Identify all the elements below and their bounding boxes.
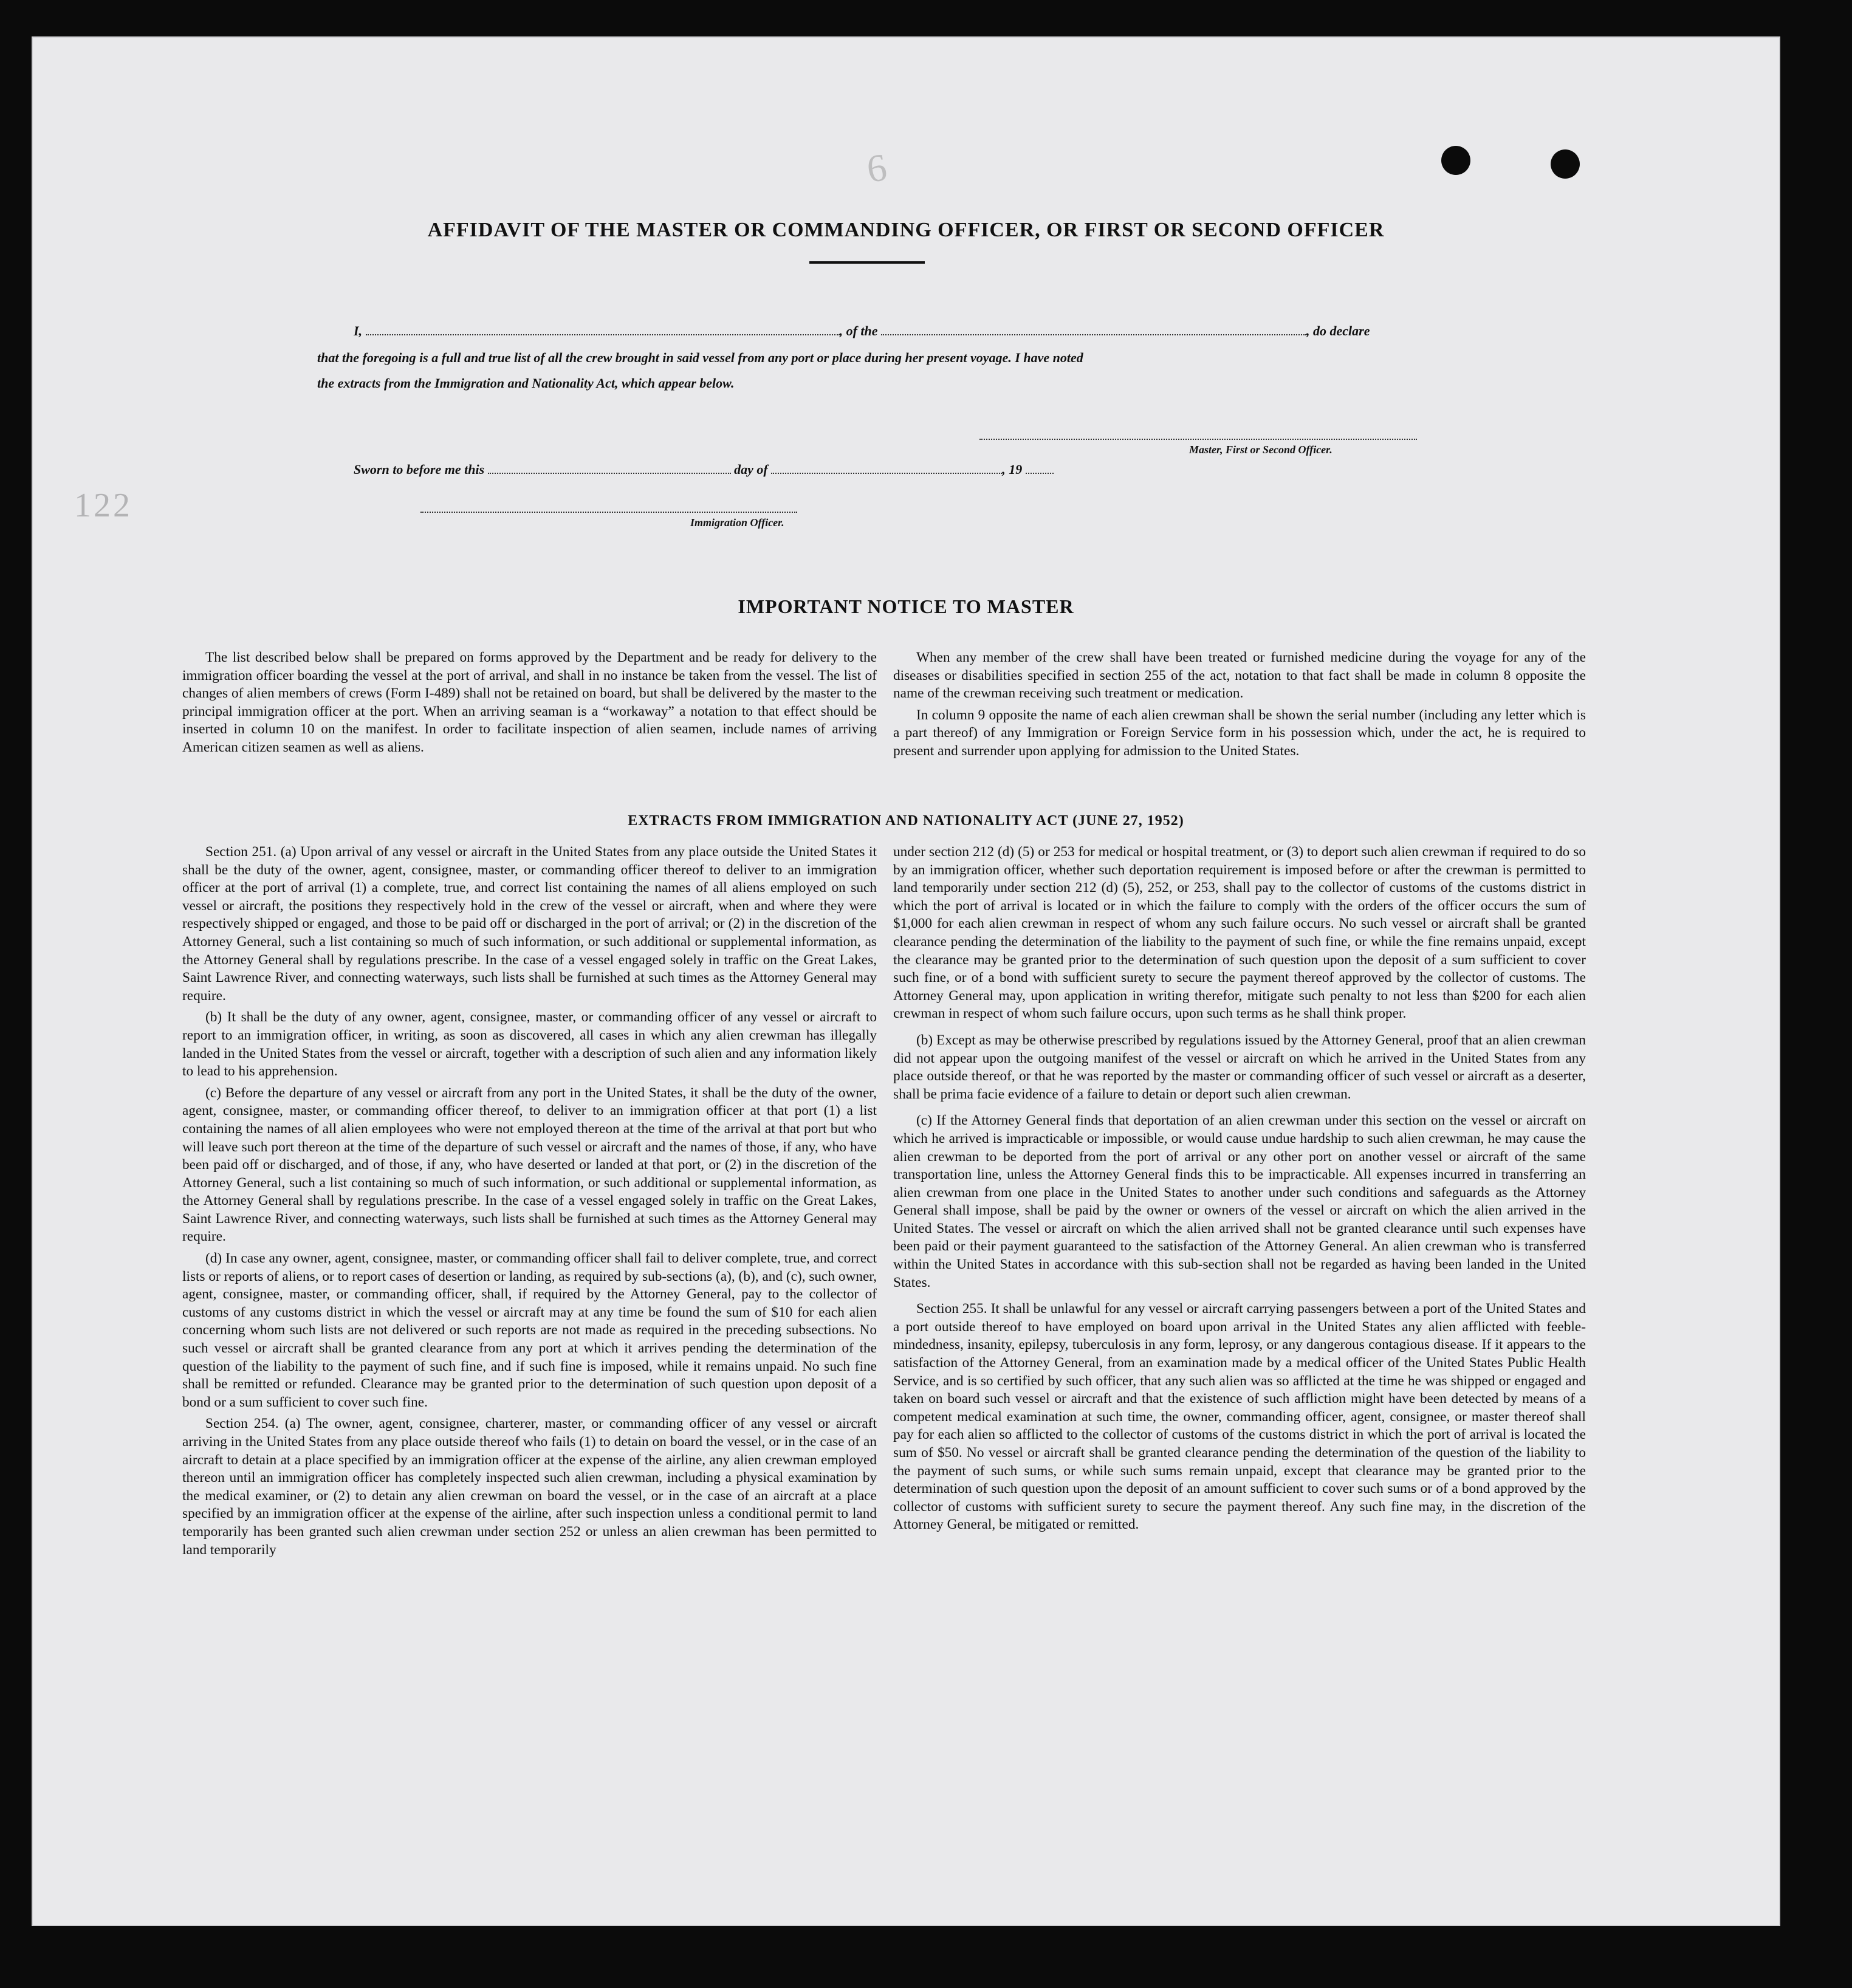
sworn-line <box>354 462 1054 478</box>
section-251-b: (b) It shall be the duty of any owner, agent, consignee, master, or commanding officer of any vessel or aircraft to report to an immigration officer, in writing, as soon as discovered, all cases in which any alien crewman has illegally landed in the United States from the vessel or aircraft, together with a description of such alien and any information likely to lead to his apprehension. <box>182 1009 877 1080</box>
section-254-b: (b) Except as may be otherwise prescribed by regulations issued by the Attorney General, proof that an alien crewman did not appear upon the outgoing manifest of the vessel or aircraft on which he arrived in the United States from any place outside thereof, or that he was reported by the master or commanding officer of such vessel or aircraft as a deserter, shall be prima facie evidence of a failure to detain or deport such alien crewman. <box>893 1032 1586 1102</box>
affidavit-do-declare: , do declare <box>1306 323 1370 338</box>
sworn-year-blank <box>1026 462 1054 474</box>
notice-left-paragraph: The list described below shall be prepared on forms approved by the Department and be ready for delivery to the immigration officer boarding the vessel at the port of arrival, and shall in no instance be taken from the vessel. The list of changes of alien members of crews (Form I-489) shall not be retained on board, but shall be delivered by the master to the principal immigration officer at the port. When an arriving seaman is a “workaway” a notation to that effect should be inserted in column 10 on the manifest. In order to facilitate inspection of alien seamen, include names of arriving American citizen seamen as well as aliens. <box>182 650 877 755</box>
sworn-day-of: day of <box>734 462 768 477</box>
notice-right-paragraph-2: In column 9 opposite the name of each alien crewman shall be shown the serial number (including any letter which is a part thereof) of any Immigration or Foreign Service form in his possession which, under the act, he is required to present and surrender upon applying for admission to the United States. <box>893 707 1586 759</box>
section-251-a: Section 251. (a) Upon arrival of any vessel or aircraft in the United States from any place outside the United States it shall be the duty of the owner, agent, consignee, master, or commanding officer thereof to deliver to an immigration officer at the port of arrival (1) a complete, true, and correct list containing the names of all aliens employed on such vessel or aircraft, the positions they respectively hold in the crew of the vessel or aircraft, when and where they were respectively shipped or engaged, and those to be paid off or discharged in the port of arrival; or (2) in the discretion of the Attorney General, such a list containing so much of such information, or such additional or supplemental information, as the Attorney General shall by regulations prescribe. In the case of a vessel engaged solely in traffic on the Great Lakes, Saint Lawrence River, and connecting waterways, such lists shall be furnished at such times as the Attorney General may require. <box>182 844 877 1004</box>
extracts-left-column <box>182 843 877 1563</box>
sworn-prefix: Sworn to before me this <box>354 462 485 477</box>
master-caption: Master, First or Second Officer. <box>1189 444 1332 456</box>
title-rule <box>809 261 925 264</box>
affidavit-line-1 <box>354 323 1370 339</box>
punch-hole <box>1551 149 1580 179</box>
sworn-year: , 19 <box>1002 462 1023 477</box>
affidavit-line-3: the extracts from the Immigration and Nationality Act, which appear below. <box>317 375 735 391</box>
affidavit-title: AFFIDAVIT OF THE MASTER OR COMMANDING OFFICER, OR FIRST OR SECOND OFFICER <box>427 219 1385 241</box>
extracts-right-column <box>893 843 1586 1538</box>
section-251-d: (d) In case any owner, agent, consignee, master, or commanding officer shall fail to deliver complete, true, and correct lists or reports of aliens, or to report cases of desertion or landing, as required by sub-sections (a), (b), and (c), such owner, agent, consignee, master, or commanding officer, shall, if required by the Attorney General, pay to the collector of customs of any customs district in which the vessel or aircraft may at any time be found the sum of $10 for each alien concerning whom such lists are not delivered or such reports are not made as required in the preceding subsections. No such vessel or aircraft shall be granted clearance from any port at which it arrives pending the determination of the question of the liability to the payment of such fine, and if such fine is imposed, while it remains unpaid. No such fine shall be remitted or refunded. Clearance may be granted prior to the determination of such question upon deposit of a bond or a sum sufficient to cover such fine. <box>182 1250 877 1410</box>
affidavit-of-the: , of the <box>839 323 878 338</box>
side-number-mark: 122 <box>74 487 132 524</box>
punch-hole <box>1441 146 1470 175</box>
notice-right-column <box>893 649 1586 764</box>
master-signature-line <box>979 437 1417 440</box>
name-blank <box>366 323 840 335</box>
sworn-month-blank <box>771 462 1002 474</box>
affidavit-i: I, <box>354 323 363 338</box>
notice-title: IMPORTANT NOTICE TO MASTER <box>738 595 1074 617</box>
affidavit-line-2: that the foregoing is a full and true list of all the crew brought in said vessel from any port or place during her present voyage. I have noted <box>317 350 1083 365</box>
officer-signature-line <box>420 510 797 513</box>
section-254-a: Section 254. (a) The owner, agent, consignee, charterer, master, or commanding officer of any vessel or aircraft arriving in the United States from any place outside thereof who fails (1) to detain on board the vessel, or in the case of an aircraft to detain at a place specified by an immigration officer at the expense of the airline, any alien crewman employed thereon until an immigration officer has completely inspected such alien crewman, including a physical examination by the medical examiner, or (2) to detain any alien crewman on board the vessel, or in the case of an aircraft at a place specified by an immigration officer at the expense of the airline, after such inspection unless a conditional permit to land temporarily has been granted such alien crewman under section 252 or unless an alien crewman has been permitted to land temporarily <box>182 1416 877 1558</box>
officer-caption: Immigration Officer. <box>690 516 784 529</box>
section-251-c: (c) Before the departure of any vessel or aircraft from any port in the United States, it shall be the duty of the owner, agent, consignee, master, or commanding officer thereof, to deliver to an immigration officer at that port (1) a list containing the names of all alien employees who were not employed thereon at the time of the arrival at that port but who will leave such port thereon at the time of the departure of such vessel or aircraft and the names of those, if any, who have been paid off or discharged, and of those, if any, who have deserted or landed at that port, or (2) in the discretion of the Attorney General, such a list containing so much of such information, or such additional or supplemental information, as the Attorney General shall by regulations prescribe. In the case of a vessel engaged solely in traffic on the Great Lakes, Saint Lawrence River, and connecting waterways, such lists shall be furnished at such times as the Attorney General may require. <box>182 1085 877 1245</box>
vessel-blank <box>881 323 1306 335</box>
notice-left-column <box>182 649 877 761</box>
section-254-a-continued: under section 212 (d) (5) or 253 for medical or hospital treatment, or (3) to deport such alien crewman if required to do so by an immigration officer, whether such deportation requirement is imposed before or after the crewman is permitted to land temporarily under section 212 (d) (5), 252, or 253, shall pay to the collector of customs of the customs district in which the port of arrival is located or in which the failure to comply with the orders of the officer occurs the sum of $1,000 for each alien crewman in respect of whom any such failure occurs. No such vessel or aircraft shall be granted clearance pending the determination of the liability to the payment of such fine, or while the fine remains unpaid, except the clearance may be granted prior to the determination of such question upon the deposit of a sum sufficient to cover such fine, or of a bond with sufficient surety to secure the payment thereof approved by the collector of customs. The Attorney General may, upon application in writing therefor, mitigate such penalty to not less than $200 for each alien crewman in respect of whom such failure occurs, upon such terms as he shall think proper. <box>893 844 1586 1022</box>
section-254-c: (c) If the Attorney General finds that deportation of an alien crewman under this section on the vessel or aircraft on which he arrived is impracticable or impossible, or would cause undue hardship to such alien crewman, he may cause the alien crewman to be deported from the port of arrival or any other port on another vessel or aircraft of the same transportation line, unless the Attorney General finds this to be impracticable. All expenses incurred in transferring an alien crewman from one place in the United States to another under such conditions and safeguards as the Attorney General shall impose, shall be paid by the owner or owners of the vessel or aircraft on which the alien arrived in the United States. The vessel or aircraft on which the alien arrived shall not be granted clearance until such expenses have been paid or their payment guaranteed to the satisfaction of the Attorney General. An alien crewman who is transferred within the United States in accordance with this sub-section shall not be regarded as having been landed in the United States. <box>893 1112 1586 1290</box>
sworn-day-blank <box>488 462 731 474</box>
document-page <box>32 36 1780 1926</box>
section-255: Section 255. It shall be unlawful for any vessel or aircraft carrying passengers between a port of the United States and a port outside thereof to have employed on board upon arrival in the United States any alien afflicted with feeble-mindedness, insanity, epilepsy, tuberculosis in any form, leprosy, or any dangerous contagious disease. If it appears to the satisfaction of the Attorney General, from an examination made by a medical officer of the United States Public Health Service, and is so certified by such officer, that any such alien was so afflicted at the time he was shipped or engaged and taken on board such vessel or aircraft and that the existence of such affliction might have been detected by means of a competent medical examination at such time, the owner, commanding officer, agent, consignee, or master thereof shall pay for each alien so afflicted to the collector of customs of the customs district in which the port of arrival is located the sum of $50. No vessel or aircraft shall be granted clearance pending the determination of the question of the liability to the payment of such sums, or while such sums remain unpaid, except that clearance may be granted prior to the determination of such question upon the deposit of an amount sufficient to cover such sums or of a bond approved by the collector of customs with sufficient surety to secure the payment thereof. Any such fine may, in the discretion of the Attorney General, be mitigated or remitted. <box>893 1301 1586 1533</box>
notice-right-paragraph-1: When any member of the crew shall have been treated or furnished medicine during the voyage for any of the diseases or disabilities specified in section 255 of the act, notation to that fact shall be made in column 8 opposite the name of the crewman receiving such treatment or medication. <box>893 650 1586 702</box>
extracts-title: EXTRACTS FROM IMMIGRATION AND NATIONALITY ACT (JUNE 27, 1952) <box>628 813 1184 829</box>
page-number-mark: 6 <box>864 145 890 191</box>
